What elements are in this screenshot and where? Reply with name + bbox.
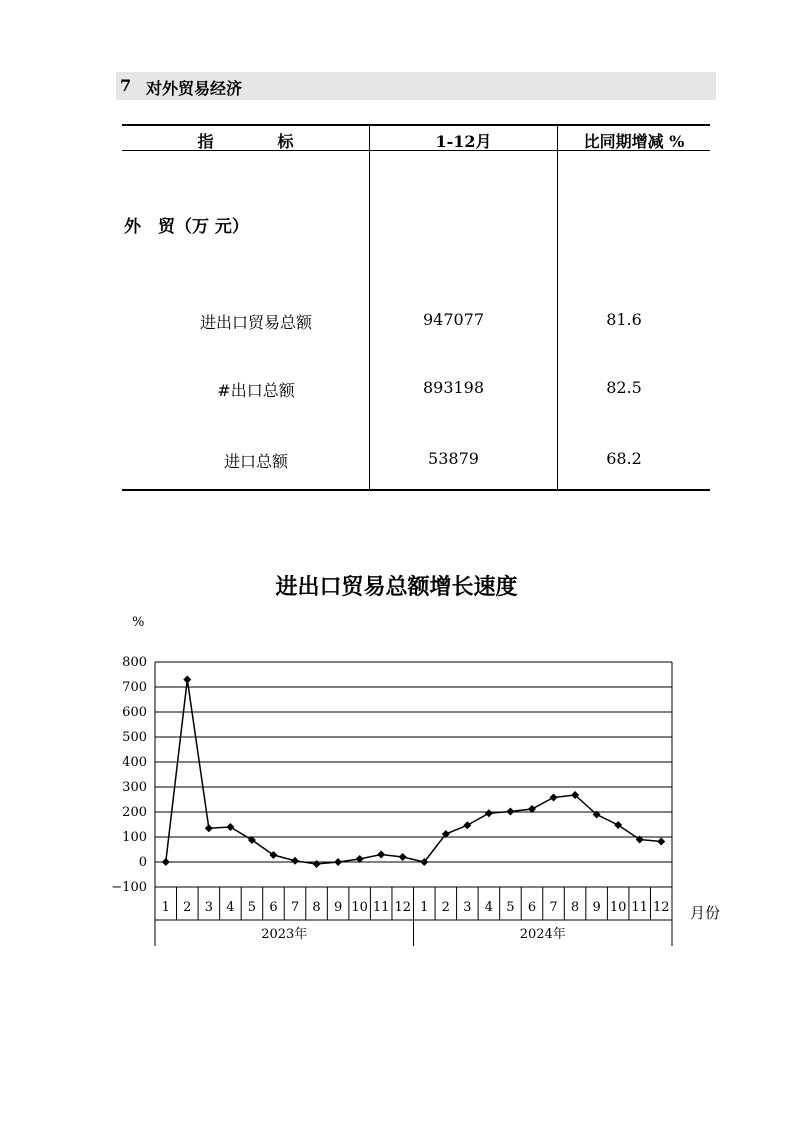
x-tick-label: 8: [312, 900, 321, 915]
x-tick-label: 6: [527, 900, 537, 915]
y-axis-label: %: [132, 615, 145, 630]
data-point: [205, 824, 213, 832]
data-point: [399, 853, 407, 861]
x-tick-label: 11: [631, 900, 648, 915]
data-point: [506, 808, 514, 816]
x-tick-label: 1: [161, 900, 170, 915]
y-tick-label: −100: [111, 880, 147, 895]
data-point: [313, 860, 321, 868]
y-tick-label: 700: [122, 680, 147, 695]
data-point: [485, 809, 493, 817]
chart-title: 进出口贸易总额增长速度: [275, 574, 518, 600]
header-indicator: 指 标: [197, 132, 294, 151]
y-tick-label: 400: [122, 755, 147, 770]
row-value: 947077: [422, 310, 485, 329]
x-tick-label: 6: [269, 900, 278, 915]
data-point: [463, 821, 471, 829]
row-change: 68.2: [606, 449, 642, 468]
x-tick-label: 4: [484, 900, 494, 915]
data-point: [614, 821, 622, 829]
x-tick-label: 2: [183, 900, 192, 915]
data-point: [226, 823, 234, 831]
x-tick-label: 7: [549, 900, 558, 915]
x-tick-label: 9: [333, 900, 343, 915]
x-tick-label: 12: [394, 900, 412, 915]
year-group-label: 2023年: [261, 927, 308, 942]
y-tick-label: 800: [122, 655, 147, 670]
x-tick-label: 11: [372, 900, 390, 915]
x-tick-label: 10: [609, 900, 627, 915]
x-tick-label: 1: [420, 900, 429, 915]
data-point: [334, 858, 342, 866]
row-label: 进口总额: [223, 452, 288, 471]
y-tick-label: 200: [122, 805, 147, 820]
x-tick-label: 3: [463, 900, 472, 915]
data-point: [162, 858, 170, 866]
x-tick-label: 8: [570, 900, 580, 915]
row-label: #出口总额: [217, 381, 295, 400]
data-point: [291, 857, 299, 865]
data-point: [183, 676, 191, 684]
row-value: 893198: [422, 378, 485, 397]
x-tick-label: 5: [247, 900, 257, 915]
row-change: 81.6: [606, 310, 642, 329]
section-number: 7: [120, 76, 132, 95]
x-tick-label: 9: [592, 900, 601, 915]
x-axis-label: 月份: [690, 904, 721, 922]
x-tick-label: 7: [290, 900, 300, 915]
data-point: [550, 794, 558, 802]
y-tick-label: 0: [138, 855, 147, 870]
y-tick-label: 300: [122, 780, 147, 795]
x-tick-label: 5: [506, 900, 515, 915]
row-value: 53879: [428, 449, 479, 468]
data-point: [377, 851, 385, 859]
year-group-label: 2024年: [519, 927, 566, 942]
y-tick-label: 500: [122, 730, 147, 745]
section-title: 对外贸易经济: [146, 79, 243, 98]
group-label: 外 贸（万 元）: [124, 217, 249, 237]
row-label: 进出口贸易总额: [199, 313, 312, 332]
data-point: [657, 838, 665, 846]
header-change: 比同期增减 %: [583, 132, 685, 151]
x-tick-label: 3: [204, 900, 213, 915]
x-tick-label: 4: [226, 900, 235, 915]
x-tick-label: 2: [441, 900, 450, 915]
series-line: [166, 680, 661, 865]
x-tick-label: 12: [652, 900, 670, 915]
x-tick-label: 10: [351, 900, 368, 915]
header-period: 1-12月: [435, 132, 492, 151]
y-tick-label: 600: [122, 705, 147, 720]
row-change: 82.5: [606, 378, 642, 397]
y-tick-label: 100: [122, 830, 147, 845]
